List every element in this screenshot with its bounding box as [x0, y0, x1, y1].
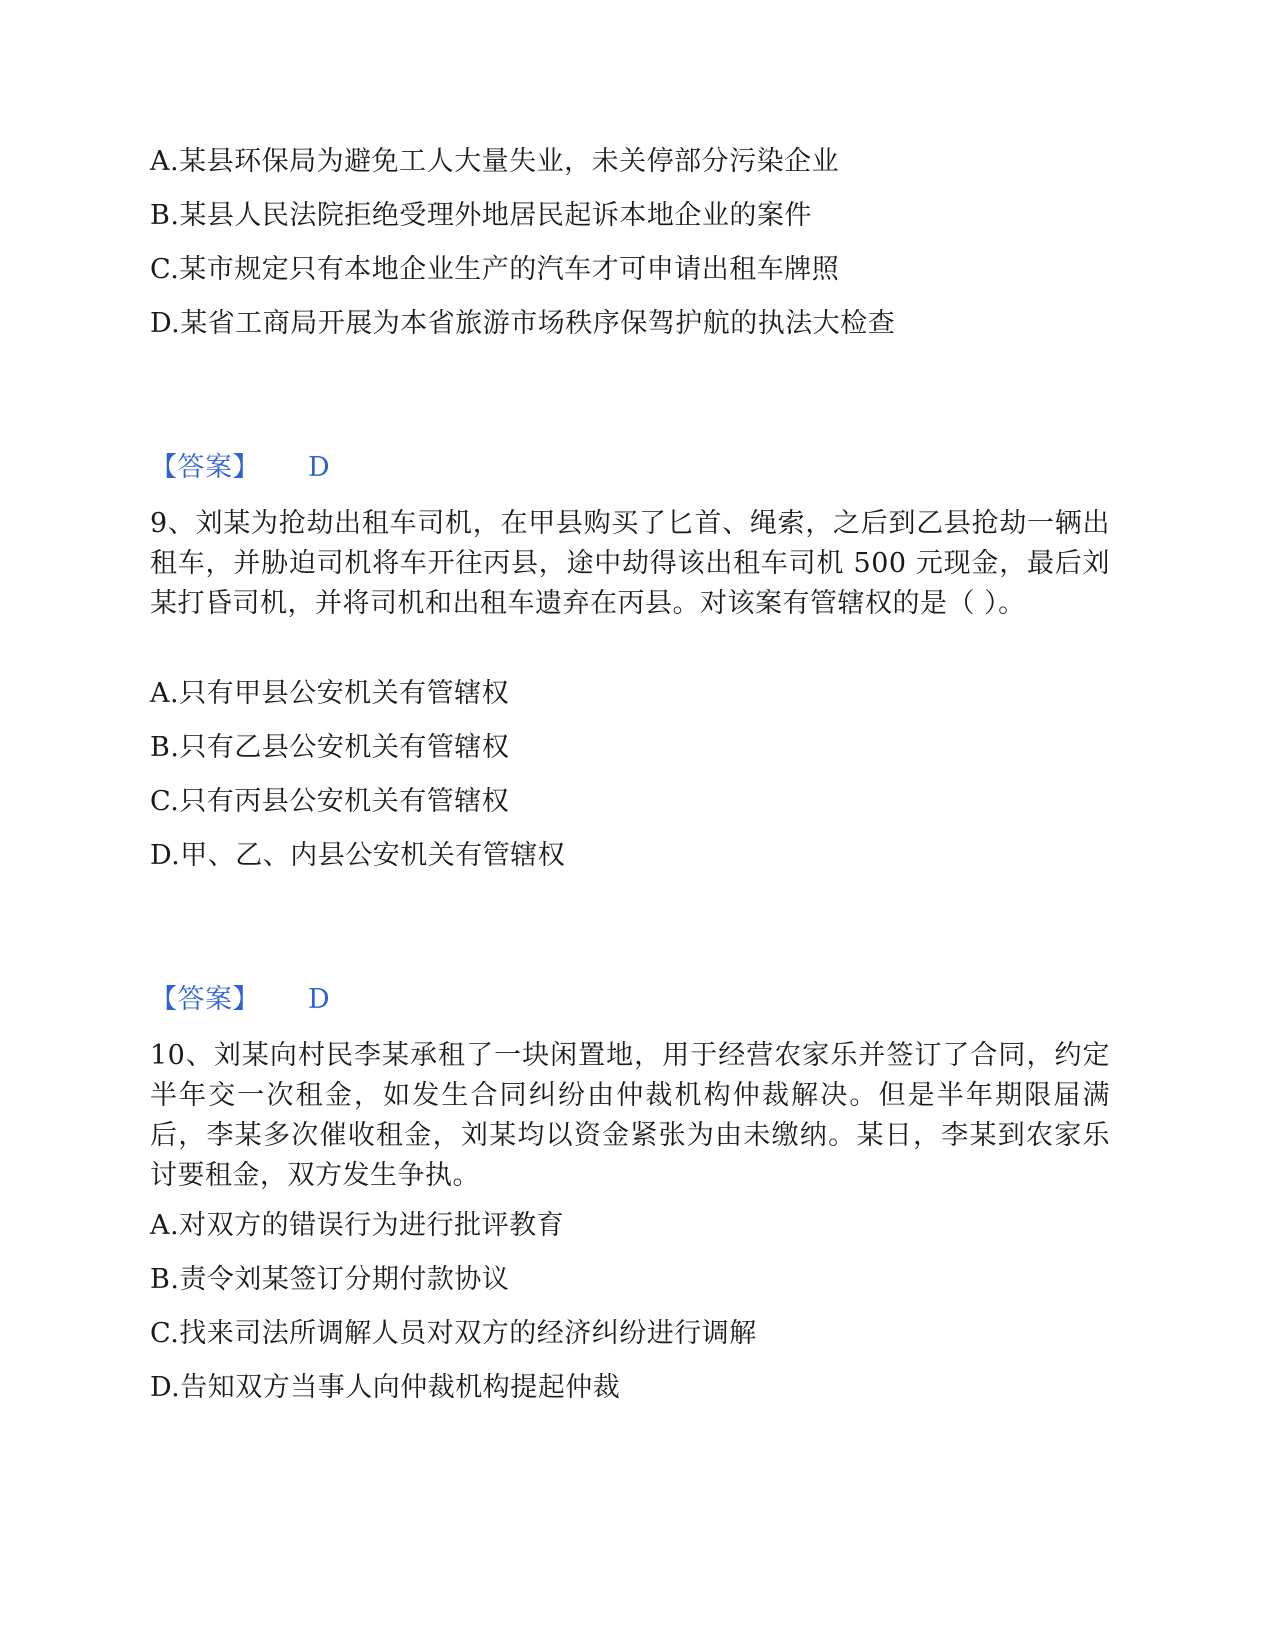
q8-option-b: B.某县人民法院拒绝受理外地居民起诉本地企业的案件	[150, 200, 812, 231]
q8-option-d: D.某省工商局开展为本省旅游市场秩序保驾护航的执法大检查	[150, 308, 896, 339]
q9-stem: 9、刘某为抢劫出租车司机，在甲县购买了匕首、绳索，之后到乙县抢劫一辆出租车，并胁迫司机将车开往丙县，途中劫得该出租车司机 500 元现金，最后刘某打昏司机，并将司机和出租车遗弃在丙县。对该案有管辖权的是（ ）。	[150, 508, 1110, 619]
q9-option-d: D.甲、乙、内县公安机关有管辖权	[150, 840, 566, 871]
q10-option-a: A.对双方的错误行为进行批评教育	[150, 1210, 565, 1241]
answer-value: D	[308, 984, 331, 1015]
q8-option-a: A.某县环保局为避免工人大量失业，未关停部分污染企业	[150, 146, 840, 177]
q9-answer	[150, 980, 330, 1020]
q10-option-b: B.责令刘某签订分期付款协议	[150, 1264, 510, 1295]
answer-label: 【答案】	[150, 984, 260, 1015]
q10-stem: 10、刘某向村民李某承租了一块闲置地，用于经营农家乐并签订了合同，约定半年交一次租金，如发生合同纠纷由仲裁机构仲裁解决。但是半年期限届满后，李某多次催收租金，刘某均以资金紧张为由未缴纳。某日，李某到农家乐讨要租金，双方发生争执。	[150, 1040, 1110, 1191]
answer-value: D	[308, 452, 331, 483]
q9-option-b: B.只有乙县公安机关有管辖权	[150, 732, 510, 763]
q8-option-c: C.某市规定只有本地企业生产的汽车才可申请出租车牌照	[150, 254, 840, 285]
q10-option-d: D.告知双方当事人向仲裁机构提起仲裁	[150, 1372, 621, 1403]
q8-answer	[150, 448, 330, 488]
q9-option-a: A.只有甲县公安机关有管辖权	[150, 678, 510, 709]
answer-label: 【答案】	[150, 452, 260, 483]
q9-option-c: C.只有丙县公安机关有管辖权	[150, 786, 510, 817]
q10-option-c: C.找来司法所调解人员对双方的经济纠纷进行调解	[150, 1318, 757, 1349]
